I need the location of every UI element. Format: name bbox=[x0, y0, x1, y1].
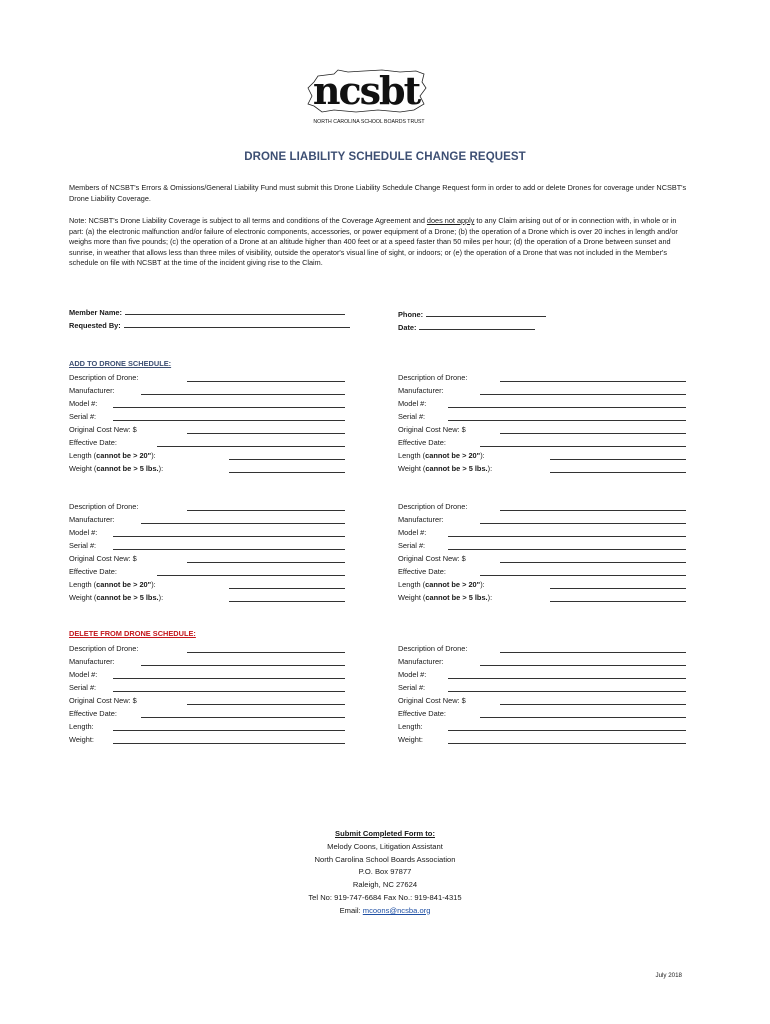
weight-label: Weight: bbox=[69, 735, 94, 744]
add1-length-row[interactable] bbox=[69, 451, 349, 461]
effective-label: Effective Date: bbox=[69, 567, 117, 576]
add4-description-row[interactable] bbox=[398, 502, 688, 512]
weight-label: Weight: bbox=[398, 735, 423, 744]
contact-org: North Carolina School Boards Association bbox=[314, 854, 456, 864]
logo-wordmark: ncsbt bbox=[312, 68, 420, 113]
contact-name: Melody Coons, Litigation Assistant bbox=[327, 841, 443, 851]
length-label-post: ): bbox=[480, 580, 485, 589]
del2-weight-row[interactable] bbox=[398, 735, 688, 745]
weight-label-pre: Weight ( bbox=[69, 464, 97, 473]
description-label: Description of Drone: bbox=[69, 644, 139, 653]
contact-city: Raleigh, NC 27624 bbox=[352, 880, 418, 890]
weight-line[interactable] bbox=[448, 743, 686, 744]
length-label bbox=[69, 451, 156, 461]
manufacturer-label: Manufacturer: bbox=[69, 386, 115, 395]
length-line[interactable] bbox=[229, 588, 345, 589]
weight-line[interactable] bbox=[113, 743, 345, 744]
model-label: Model #: bbox=[398, 670, 427, 679]
serial-line[interactable] bbox=[448, 691, 686, 692]
model-label: Model #: bbox=[69, 399, 98, 408]
note-text-end: to any Claim arising out of or in connection with, in whole or in part: (a) the electronic malfunction and/or failure of electronic components, accessories, or power equipment of a Drone; (b) the operation of a Drone which is over 20 inches in length and/or weighs more than five pounds; (c) the operation of a Drone at an altitude higher than 400 feet or at a speed faster than 50 miles per hour; (d) the operation of a Drone between sunset and sunrise, in weather that allows less than three miles of visibility, outside the operator's visual line of sight, or indoors; or (e) the operation of a Drone that was not included in the Member's schedule on file with NCSBT at the time of the incident giving rise to the Claim. bbox=[69, 216, 678, 268]
length-label-post: ): bbox=[480, 451, 485, 460]
email-label: Email: bbox=[339, 905, 363, 915]
serial-line[interactable] bbox=[448, 420, 686, 421]
length-label: Length: bbox=[69, 722, 94, 731]
phone-field[interactable] bbox=[398, 309, 546, 320]
length-limit: cannot be > 20" bbox=[425, 451, 481, 460]
manufacturer-line[interactable] bbox=[141, 523, 345, 524]
del1-serial-row[interactable] bbox=[69, 683, 349, 693]
description-label: Description of Drone: bbox=[69, 502, 139, 511]
add2-weight-row[interactable] bbox=[398, 464, 688, 474]
add4-manufacturer-row[interactable] bbox=[398, 515, 688, 525]
length-limit: cannot be > 20" bbox=[96, 580, 152, 589]
del1-description-row[interactable] bbox=[69, 644, 349, 654]
contact-email-line bbox=[0, 905, 770, 918]
add1-weight-row[interactable] bbox=[69, 464, 349, 474]
add1-cost-row[interactable] bbox=[69, 425, 349, 435]
footer-date: July 2018 bbox=[655, 972, 682, 979]
weight-line[interactable] bbox=[550, 601, 686, 602]
length-line[interactable] bbox=[229, 459, 345, 460]
description-line[interactable] bbox=[500, 381, 686, 382]
serial-label: Serial #: bbox=[398, 541, 426, 550]
del1-cost-row[interactable] bbox=[69, 696, 349, 706]
email-link[interactable]: mcoons@ncsba.org bbox=[362, 905, 431, 915]
weight-label-pre: Weight ( bbox=[398, 593, 426, 602]
del2-length-row[interactable] bbox=[398, 722, 688, 732]
add4-cost-row[interactable] bbox=[398, 554, 688, 564]
add2-description-row[interactable] bbox=[398, 373, 688, 383]
length-line[interactable] bbox=[550, 588, 686, 589]
del1-effective-row[interactable] bbox=[69, 709, 349, 719]
effective-line[interactable] bbox=[157, 446, 345, 447]
date-field[interactable] bbox=[398, 322, 535, 333]
effective-line[interactable] bbox=[480, 446, 686, 447]
delete-section-heading: DELETE FROM DRONE SCHEDULE: bbox=[69, 629, 196, 638]
del2-description-row[interactable] bbox=[398, 644, 688, 654]
model-line[interactable] bbox=[113, 407, 345, 408]
del2-model-row[interactable] bbox=[398, 670, 688, 680]
member-name-line[interactable] bbox=[125, 307, 345, 315]
effective-label: Effective Date: bbox=[69, 709, 117, 718]
weight-label-pre: Weight ( bbox=[398, 464, 426, 473]
weight-limit: cannot be > 5 lbs. bbox=[425, 593, 488, 602]
cost-label: Original Cost New: $ bbox=[69, 554, 137, 563]
model-label: Model #: bbox=[398, 528, 427, 537]
cost-label: Original Cost New: $ bbox=[69, 696, 137, 705]
model-label: Model #: bbox=[69, 528, 98, 537]
length-label bbox=[398, 580, 485, 590]
effective-label: Effective Date: bbox=[398, 709, 446, 718]
add2-serial-row[interactable] bbox=[398, 412, 688, 422]
weight-label-post: ): bbox=[487, 593, 493, 602]
weight-label bbox=[69, 593, 163, 603]
weight-label-post: ): bbox=[487, 464, 493, 473]
manufacturer-label: Manufacturer: bbox=[398, 515, 444, 524]
manufacturer-line[interactable] bbox=[141, 394, 345, 395]
add3-cost-row[interactable] bbox=[69, 554, 349, 564]
weight-label-pre: Weight ( bbox=[69, 593, 97, 602]
del1-manufacturer-row[interactable] bbox=[69, 657, 349, 667]
weight-label-post: ): bbox=[158, 593, 164, 602]
cost-line[interactable] bbox=[187, 704, 345, 705]
description-line[interactable] bbox=[187, 652, 345, 653]
weight-label bbox=[398, 593, 492, 603]
length-line[interactable] bbox=[448, 730, 686, 731]
length-limit: cannot be > 20" bbox=[425, 580, 481, 589]
length-line[interactable] bbox=[113, 730, 345, 731]
cost-line[interactable] bbox=[500, 704, 686, 705]
add3-length-row[interactable] bbox=[69, 580, 349, 590]
logo-tagline: NORTH CAROLINA SCHOOL BOARDS TRUST bbox=[313, 119, 425, 125]
length-line[interactable] bbox=[550, 459, 686, 460]
add4-serial-row[interactable] bbox=[398, 541, 688, 551]
phone-label: Phone: bbox=[398, 310, 424, 319]
requested-by-field[interactable] bbox=[69, 320, 350, 331]
add1-manufacturer-row[interactable] bbox=[69, 386, 349, 396]
description-label: Description of Drone: bbox=[398, 373, 468, 382]
weight-line[interactable] bbox=[229, 601, 345, 602]
length-label-post: ): bbox=[151, 580, 156, 589]
cost-label: Original Cost New: $ bbox=[398, 425, 466, 434]
weight-label-post: ): bbox=[158, 464, 164, 473]
manufacturer-line[interactable] bbox=[480, 665, 686, 666]
add2-manufacturer-row[interactable] bbox=[398, 386, 688, 396]
del1-length-row[interactable] bbox=[69, 722, 349, 732]
model-line[interactable] bbox=[448, 536, 686, 537]
weight-line[interactable] bbox=[550, 472, 686, 473]
date-label: Date: bbox=[398, 323, 417, 332]
length-limit: cannot be > 20" bbox=[96, 451, 152, 460]
effective-label: Effective Date: bbox=[398, 438, 446, 447]
requested-by-label: Requested By: bbox=[69, 321, 121, 330]
serial-label: Serial #: bbox=[69, 541, 97, 550]
description-label: Description of Drone: bbox=[69, 373, 139, 382]
model-line[interactable] bbox=[113, 536, 345, 537]
effective-label: Effective Date: bbox=[398, 567, 446, 576]
phone-line[interactable] bbox=[426, 309, 546, 317]
add3-model-row[interactable] bbox=[69, 528, 349, 538]
weight-label bbox=[398, 464, 492, 474]
del1-weight-row[interactable] bbox=[69, 735, 349, 745]
serial-label: Serial #: bbox=[69, 412, 97, 421]
model-line[interactable] bbox=[448, 407, 686, 408]
length-label-pre: Length ( bbox=[69, 451, 97, 460]
manufacturer-label: Manufacturer: bbox=[398, 386, 444, 395]
add1-model-row[interactable] bbox=[69, 399, 349, 409]
del2-cost-row[interactable] bbox=[398, 696, 688, 706]
cost-label: Original Cost New: $ bbox=[398, 696, 466, 705]
member-name-label: Member Name: bbox=[69, 308, 122, 317]
model-line[interactable] bbox=[113, 678, 345, 679]
weight-limit: cannot be > 5 lbs. bbox=[96, 593, 159, 602]
add4-length-row[interactable] bbox=[398, 580, 688, 590]
effective-label: Effective Date: bbox=[69, 438, 117, 447]
weight-line[interactable] bbox=[229, 472, 345, 473]
serial-label: Serial #: bbox=[398, 412, 426, 421]
cost-line[interactable] bbox=[500, 562, 686, 563]
manufacturer-line[interactable] bbox=[480, 394, 686, 395]
cost-line[interactable] bbox=[187, 562, 345, 563]
submit-block bbox=[0, 828, 770, 918]
add1-effective-row[interactable] bbox=[69, 438, 349, 448]
contact-po-box: P.O. Box 97877 bbox=[358, 867, 412, 877]
manufacturer-line[interactable] bbox=[141, 665, 345, 666]
add2-model-row[interactable] bbox=[398, 399, 688, 409]
submit-heading: Submit Completed Form to: bbox=[335, 829, 435, 838]
length-label bbox=[69, 580, 156, 590]
cost-label: Original Cost New: $ bbox=[69, 425, 137, 434]
del1-model-row[interactable] bbox=[69, 670, 349, 680]
del2-effective-row[interactable] bbox=[398, 709, 688, 719]
intro-paragraph: Members of NCSBT's Errors & Omissions/General Liability Fund must submit this Drone Liability Schedule Change Request form in order to add or delete Drones for coverage under NCSBT's Drone Liability Coverage. bbox=[69, 183, 687, 203]
add3-weight-row[interactable] bbox=[69, 593, 349, 603]
weight-limit: cannot be > 5 lbs. bbox=[96, 464, 159, 473]
serial-line[interactable] bbox=[113, 549, 345, 550]
model-label: Model #: bbox=[69, 670, 98, 679]
note-text-start: Note: NCSBT's Drone Liability Coverage is subject to all terms and conditions of the Coverage Agreement and bbox=[69, 216, 427, 225]
length-label-pre: Length ( bbox=[69, 580, 97, 589]
manufacturer-label: Manufacturer: bbox=[69, 515, 115, 524]
del2-manufacturer-row[interactable] bbox=[398, 657, 688, 667]
model-label: Model #: bbox=[398, 399, 427, 408]
date-line[interactable] bbox=[419, 322, 535, 330]
effective-line[interactable] bbox=[157, 575, 345, 576]
cost-line[interactable] bbox=[500, 433, 686, 434]
description-line[interactable] bbox=[500, 510, 686, 511]
weight-label bbox=[69, 464, 163, 474]
add1-description-row[interactable] bbox=[69, 373, 349, 383]
form-title: DRONE LIABILITY SCHEDULE CHANGE REQUEST bbox=[244, 151, 526, 163]
add-section-heading: ADD TO DRONE SCHEDULE: bbox=[69, 359, 172, 368]
description-line[interactable] bbox=[187, 510, 345, 511]
length-label-pre: Length ( bbox=[398, 451, 426, 460]
manufacturer-label: Manufacturer: bbox=[398, 657, 444, 666]
description-label: Description of Drone: bbox=[398, 644, 468, 653]
length-label bbox=[398, 451, 485, 461]
ncsbt-logo bbox=[304, 68, 434, 130]
add2-cost-row[interactable] bbox=[398, 425, 688, 435]
manufacturer-label: Manufacturer: bbox=[69, 657, 115, 666]
note-paragraph bbox=[69, 216, 689, 269]
length-label-post: ): bbox=[151, 451, 156, 460]
add4-effective-row[interactable] bbox=[398, 567, 688, 577]
add3-manufacturer-row[interactable] bbox=[69, 515, 349, 525]
manufacturer-line[interactable] bbox=[480, 523, 686, 524]
effective-line[interactable] bbox=[480, 575, 686, 576]
add3-effective-row[interactable] bbox=[69, 567, 349, 577]
description-label: Description of Drone: bbox=[398, 502, 468, 511]
cost-line[interactable] bbox=[187, 433, 345, 434]
add1-serial-row[interactable] bbox=[69, 412, 349, 422]
weight-limit: cannot be > 5 lbs. bbox=[425, 464, 488, 473]
length-label: Length: bbox=[398, 722, 423, 731]
serial-label: Serial #: bbox=[69, 683, 97, 692]
serial-line[interactable] bbox=[113, 420, 345, 421]
del2-serial-row[interactable] bbox=[398, 683, 688, 693]
note-emphasis: does not apply bbox=[426, 216, 475, 225]
effective-line[interactable] bbox=[141, 717, 345, 718]
serial-label: Serial #: bbox=[398, 683, 426, 692]
length-label-pre: Length ( bbox=[398, 580, 426, 589]
add3-description-row[interactable] bbox=[69, 502, 349, 512]
add2-length-row[interactable] bbox=[398, 451, 688, 461]
add2-effective-row[interactable] bbox=[398, 438, 688, 448]
cost-label: Original Cost New: $ bbox=[398, 554, 466, 563]
description-line[interactable] bbox=[187, 381, 345, 382]
serial-line[interactable] bbox=[448, 549, 686, 550]
serial-line[interactable] bbox=[113, 691, 345, 692]
requested-by-line[interactable] bbox=[124, 320, 350, 328]
member-name-field[interactable] bbox=[69, 307, 345, 318]
add3-serial-row[interactable] bbox=[69, 541, 349, 551]
effective-line[interactable] bbox=[480, 717, 686, 718]
add4-model-row[interactable] bbox=[398, 528, 688, 538]
model-line[interactable] bbox=[448, 678, 686, 679]
description-line[interactable] bbox=[500, 652, 686, 653]
contact-phones: Tel No: 919-747-6684 Fax No.: 919-841-4315 bbox=[308, 892, 462, 902]
add4-weight-row[interactable] bbox=[398, 593, 688, 603]
